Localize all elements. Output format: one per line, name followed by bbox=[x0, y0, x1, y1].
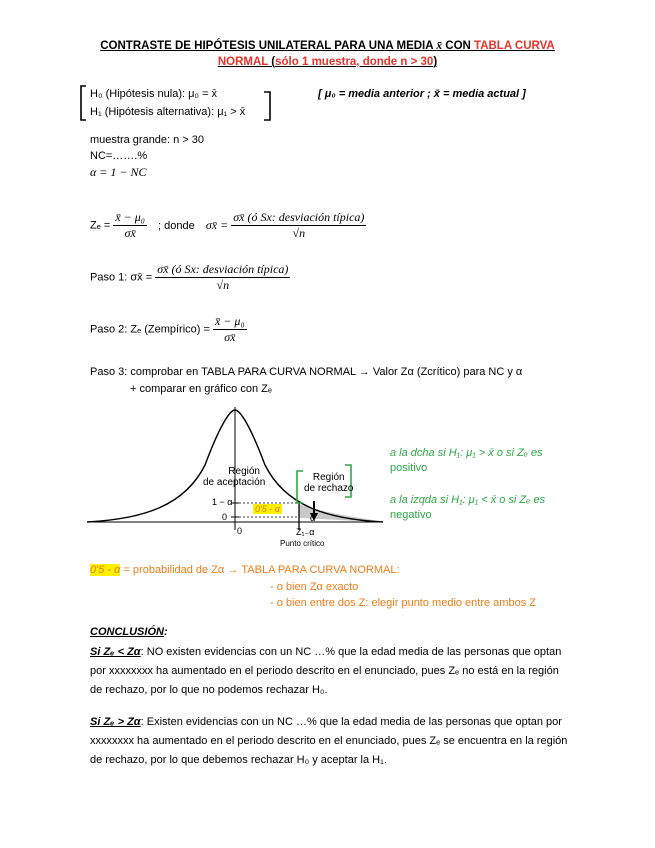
conclusion-heading bbox=[90, 626, 168, 638]
case1-label: Si Zₑ < Zα bbox=[90, 646, 141, 658]
critical-point-label: Punto crítico bbox=[280, 539, 325, 548]
h0-hypothesis: H₀ (Hipótesis nula): μ₀ = x̄ bbox=[90, 88, 218, 100]
acceptance-region-label bbox=[203, 466, 266, 488]
note-left-1: a la izqda si H₁: μ₁ < x̄ o si Zₑ es bbox=[390, 494, 546, 506]
ze-fraction bbox=[113, 210, 147, 241]
paso2-numerator: x̄ − μ₀ bbox=[215, 314, 245, 328]
page-title bbox=[0, 40, 655, 52]
rejection-region-label bbox=[304, 472, 353, 494]
ze-label: Zₑ = bbox=[90, 219, 111, 232]
case2-text: : Existen evidencias con un NC …% que la edad media de las personas que optan por xxxxxxxx ha aumentado en el periodo descrito en el enunciado, pues Zₑ se encuentra en la región de rechazo, por lo que debemos rechazar H₀ y aceptar la H₁. bbox=[90, 716, 568, 766]
title-text-2: CON bbox=[442, 40, 475, 52]
paso2-label: Paso 2: Zₑ (Zempírico) = bbox=[90, 323, 210, 336]
title-paren-close: ) bbox=[433, 56, 438, 68]
probability-text: = probabilidad de Zα → TABLA PARA CURVA NORMAL: bbox=[120, 564, 400, 576]
paso2-fraction bbox=[213, 314, 247, 345]
paso1-label: Paso 1: σx̄ = bbox=[90, 271, 153, 284]
ze-numerator: x̄ − μ₀ bbox=[115, 210, 145, 224]
zero-x-label: 0 bbox=[237, 526, 243, 536]
title-paren-open: ( bbox=[268, 56, 276, 68]
sigma-denominator: √n bbox=[292, 226, 306, 240]
paso1-denominator: √n bbox=[216, 278, 230, 292]
case1-text: : NO existen evidencias con un NC …% que la edad media de las personas que optan por xxxxxxxx ha aumentado en el periodo descrito en el enunciado, pues Zₑ no está en la región de rechazo, por lo que no podemos rechazar H₀. bbox=[90, 646, 562, 696]
hypothesis-legend: [ μ₀ = media anterior ; x̄ = media actual ] bbox=[318, 88, 526, 100]
paso-1 bbox=[90, 262, 290, 293]
conclusion-case-2 bbox=[90, 713, 570, 770]
note-right-2: positivo bbox=[390, 462, 428, 474]
nc-condition: NC=…….% bbox=[90, 150, 148, 162]
probability-line bbox=[90, 564, 400, 576]
conclusion-heading-text: CONCLUSIÓN bbox=[90, 626, 164, 638]
conclusion-colon: : bbox=[163, 626, 168, 638]
title-xbar: x̄ bbox=[436, 40, 443, 52]
paso-3-line2: + comparar en gráfico con Zₑ bbox=[130, 383, 272, 395]
one-minus-alpha-label: 1 − α bbox=[212, 497, 233, 507]
sigma-numerator: σx̄ (ó Sx: desviación típica) bbox=[233, 210, 365, 224]
conclusion-case-1 bbox=[90, 643, 570, 700]
paso1-fraction bbox=[155, 262, 290, 293]
probability-option-1: - o bien Zα exacto bbox=[270, 581, 359, 593]
rejection-label-1: Región bbox=[312, 472, 345, 483]
note-right-1: a la dcha si H₁: μ₁ > x̄ o si Zₑ es bbox=[390, 447, 543, 459]
sample-condition: muestra grande: n > 30 bbox=[90, 134, 205, 146]
sigma-fraction bbox=[231, 210, 366, 241]
probability-option-2: - o bien entre dos Z: elegir punto medio entre ambos Z bbox=[270, 597, 536, 609]
paso1-numerator: σx̄ (ó Sx: desviación típica) bbox=[157, 262, 289, 276]
note-left-2: negativo bbox=[390, 509, 432, 521]
paso2-denominator: σx̄ bbox=[224, 330, 236, 344]
case2-label: Si Zₑ > Zα bbox=[90, 716, 141, 728]
paso-3-line1: Paso 3: comprobar en TABLA PARA CURVA NORMAL → Valor Zα (Zcrítico) para NC y α bbox=[90, 366, 523, 378]
ze-denominator: σx̄ bbox=[124, 226, 136, 240]
sigma-label: σx̄ = bbox=[205, 218, 229, 232]
acceptance-label-1: Región bbox=[228, 466, 260, 477]
acceptance-label-2: de aceptación bbox=[203, 477, 266, 488]
h1-hypothesis: H₁ (Hipótesis alternativa): μ₁ > x̄ bbox=[90, 106, 246, 118]
title-note: sólo 1 muestra, donde n > 30 bbox=[275, 56, 434, 68]
title-red-text: TABLA CURVA bbox=[474, 40, 555, 52]
title-red-normal: NORMAL bbox=[217, 56, 269, 68]
donde-text: ; donde bbox=[158, 219, 195, 232]
zero-y-label: 0 bbox=[222, 512, 228, 522]
half-minus-alpha-label: 0'5 - α bbox=[255, 504, 280, 514]
title-text: CONTRASTE DE HIPÓTESIS UNILATERAL PARA UNA MEDIA bbox=[100, 40, 437, 52]
ze-formula bbox=[90, 210, 366, 241]
paso-2 bbox=[90, 314, 247, 345]
alpha-label: α bbox=[310, 513, 316, 523]
probability-highlight: 0'5 - α bbox=[90, 564, 121, 576]
alpha-formula: α = 1 − NC bbox=[90, 165, 147, 179]
z-critical-label: Z₁₋α bbox=[296, 527, 315, 537]
page-title-line2 bbox=[0, 56, 655, 68]
green-bracket-left bbox=[297, 471, 303, 503]
rejection-label-2: de rechazo bbox=[304, 483, 354, 494]
